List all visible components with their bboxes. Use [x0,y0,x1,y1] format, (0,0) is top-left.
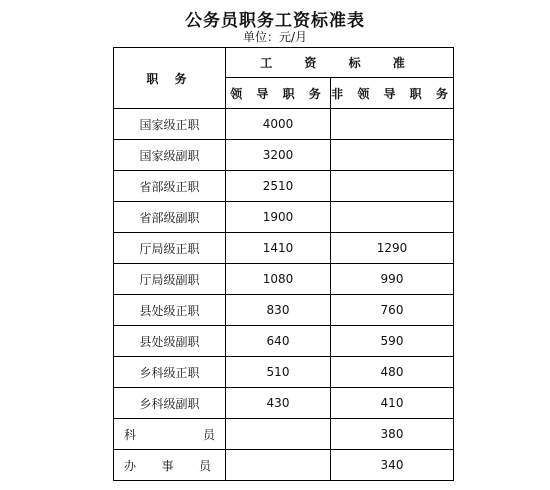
table-row [114,233,454,264]
table-row [114,388,454,419]
leader-value: 1080 [226,264,331,295]
row-label: 国家级正职 [114,109,226,140]
header-position: 职 务 [114,48,226,109]
leader-value: 4000 [226,109,331,140]
row-label: 乡科级副职 [114,388,226,419]
row-label-part: 办 [124,458,137,473]
table-row [114,295,454,326]
non-leader-value: 410 [331,388,454,419]
row-label: 国家级副职 [114,140,226,171]
non-leader-value [331,109,454,140]
non-leader-value: 1290 [331,233,454,264]
row-label: 厅局级正职 [114,233,226,264]
row-label: 县处级副职 [114,326,226,357]
non-leader-value: 340 [331,450,454,481]
header-salary-standard: 工 资 标 准 [226,48,454,78]
non-leader-value: 760 [331,295,454,326]
row-label: 省部级副职 [114,202,226,233]
non-leader-value [331,140,454,171]
table-row [114,109,454,140]
leader-value: 2510 [226,171,331,202]
leader-value [226,450,331,481]
row-label: 厅局级副职 [114,264,226,295]
leader-value: 3200 [226,140,331,171]
leader-value: 430 [226,388,331,419]
page-title: 公务员职务工资标准表 [185,11,365,31]
salary-table [113,47,454,481]
non-leader-value [331,202,454,233]
leader-value: 640 [226,326,331,357]
non-leader-value: 590 [331,326,454,357]
unit-label: 单位：元/月 [242,30,308,44]
row-label-part: 员 [202,427,215,442]
row-label-part: 事 [161,458,174,473]
row-label: 乡科级正职 [114,357,226,388]
leader-value [226,419,331,450]
non-leader-value: 380 [331,419,454,450]
non-leader-value [331,171,454,202]
table-row [114,264,454,295]
table-row [114,326,454,357]
row-label: 省部级正职 [114,171,226,202]
table-row [114,171,454,202]
table-row [114,450,454,481]
row-label [114,419,226,450]
non-leader-value: 480 [331,357,454,388]
table-row [114,419,454,450]
row-label-part: 科 [124,427,137,442]
row-label [114,450,226,481]
header-non-leader: 非 领 导 职 务 [331,78,454,109]
row-label-part: 员 [198,458,211,473]
non-leader-value: 990 [331,264,454,295]
leader-value: 510 [226,357,331,388]
table-row [114,357,454,388]
header-leader: 领 导 职 务 [226,78,331,109]
leader-value: 1410 [226,233,331,264]
leader-value: 830 [226,295,331,326]
row-label: 县处级正职 [114,295,226,326]
table-row [114,140,454,171]
table-row [114,202,454,233]
leader-value: 1900 [226,202,331,233]
